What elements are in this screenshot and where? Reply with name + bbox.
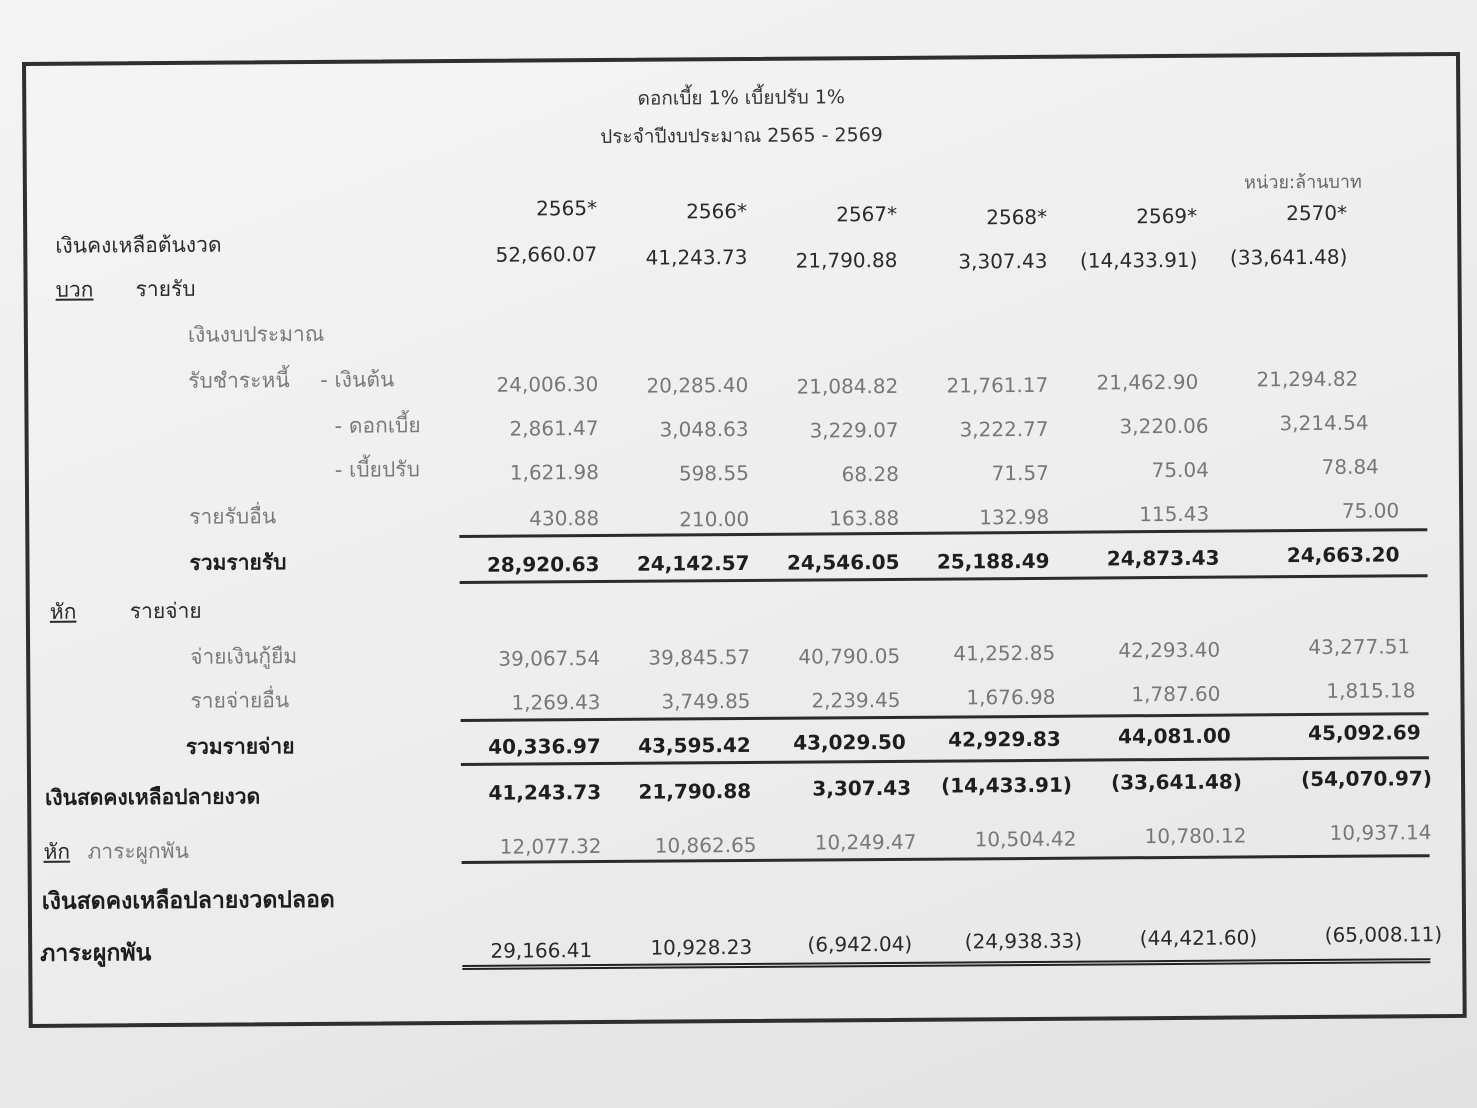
year-header: 2568*	[986, 204, 1048, 230]
interest-value: 2,861.47	[509, 415, 599, 441]
interest-value: 3,048.63	[659, 416, 749, 442]
interest-value: 3,214.54	[1279, 410, 1369, 436]
total-income-value: 24,663.20	[1286, 542, 1400, 568]
free-cash-value: 10,928.23	[650, 934, 753, 960]
year-header: 2565*	[536, 195, 598, 221]
other-income-value: 132.98	[979, 504, 1050, 530]
divider-line	[460, 574, 1428, 584]
principal-value: 21,462.90	[1096, 369, 1199, 395]
total-income-value: 24,873.43	[1106, 545, 1220, 571]
closing-cash-label: เงินสดคงเหลือปลายงวด	[45, 784, 261, 810]
commitments-value: 12,077.32	[499, 833, 602, 859]
interest-value: 3,229.07	[809, 417, 899, 443]
penalty-value: 68.28	[841, 461, 899, 487]
other-expense-value: 1,269.43	[511, 689, 601, 715]
opening-balance-value: 3,307.43	[958, 248, 1048, 274]
closing-cash-value: (54,070.97)	[1300, 766, 1433, 792]
loan-payment-value: 42,293.40	[1118, 637, 1221, 663]
total-income-value: 28,920.63	[486, 551, 600, 577]
loan-payment-value: 39,845.57	[648, 644, 751, 670]
table-frame	[22, 52, 1467, 1028]
interest-value: 3,220.06	[1119, 413, 1209, 439]
total-income-value: 25,188.49	[936, 548, 1050, 574]
principal-value: 20,285.40	[646, 372, 749, 398]
divider-line	[461, 756, 1429, 766]
expense-heading: รายจ่าย	[129, 598, 202, 624]
closing-cash-value: (14,433.91)	[940, 772, 1073, 798]
interest-value: 3,222.77	[959, 416, 1049, 442]
opening-balance-value: (14,433.91)	[1079, 247, 1198, 273]
commitments-value: 10,862.65	[654, 832, 757, 858]
other-expense-value: 1,787.60	[1131, 681, 1221, 707]
other-income-value: 430.88	[529, 505, 600, 531]
free-cash-label-line2: ภาระผูกพัน	[40, 940, 152, 967]
opening-balance-value: 21,790.88	[795, 247, 898, 273]
commitments-value: 10,937.14	[1329, 820, 1432, 845]
commitments-value: 10,504.42	[974, 826, 1077, 852]
total-expense-value: 45,092.69	[1308, 720, 1421, 746]
loan-payment-value: 39,067.54	[498, 645, 601, 671]
year-header: 2570*	[1286, 200, 1348, 226]
other-income-label: รายรับอื่น	[189, 504, 277, 529]
closing-cash-value: 41,243.73	[488, 779, 602, 805]
opening-balance-value: 41,243.73	[645, 244, 748, 270]
penalty-value: 71.57	[991, 460, 1049, 486]
penalty-value: 78.84	[1321, 454, 1379, 479]
opening-balance-value: (33,641.48)	[1229, 244, 1348, 270]
unit-label: หน่วย:ล้านบาท	[1244, 171, 1362, 194]
total-expense-value: 43,595.42	[638, 732, 751, 758]
closing-cash-value: 3,307.43	[812, 775, 912, 801]
other-income-value: 75.00	[1341, 498, 1400, 523]
other-income-value: 163.88	[829, 505, 900, 531]
principal-label: - เงินต้น	[320, 367, 395, 392]
commitments-value: 10,780.12	[1144, 823, 1247, 849]
loan-payment-value: 43,277.51	[1308, 634, 1411, 660]
opening-balance-label: เงินคงเหลือต้นงวด	[55, 232, 222, 258]
report-title: ดอกเบี้ย 1% เบี้ยปรับ 1%	[637, 86, 846, 110]
year-header: 2567*	[836, 201, 898, 227]
free-cash-value: (44,421.60)	[1139, 925, 1258, 951]
total-expense-value: 42,929.83	[948, 726, 1061, 752]
divider-line	[461, 712, 1429, 722]
total-expense-value: 44,081.00	[1118, 723, 1231, 749]
closing-cash-value: (33,641.48)	[1110, 769, 1243, 795]
report-subtitle: ประจำปีงบประมาณ 2565 - 2569	[600, 123, 883, 148]
other-expense-value: 1,676.98	[966, 684, 1056, 710]
principal-value: 21,084.82	[796, 373, 899, 399]
year-header: 2566*	[686, 198, 748, 224]
penalty-value: 75.04	[1151, 457, 1209, 483]
penalty-label: - เบี้ยปรับ	[334, 457, 420, 482]
debt-repayment-label: รับชำระหนี้	[188, 368, 290, 393]
principal-value: 21,294.82	[1256, 366, 1359, 392]
other-income-value: 210.00	[679, 506, 750, 532]
penalty-value: 1,621.98	[509, 459, 599, 485]
income-heading: รายรับ	[135, 276, 196, 302]
year-header: 2569*	[1136, 203, 1198, 229]
commitments-value: 10,249.47	[814, 829, 917, 855]
total-income-label: รวมรายรับ	[189, 550, 287, 575]
free-cash-value: 29,166.41	[490, 938, 593, 963]
other-expense-value: 3,749.85	[661, 688, 751, 714]
free-cash-value: (24,938.33)	[964, 928, 1083, 954]
total-expense-label: รวมรายจ่าย	[185, 734, 295, 759]
free-cash-value: (6,942.04)	[807, 931, 913, 957]
total-income-value: 24,546.05	[786, 549, 900, 575]
total-expense-value: 43,029.50	[793, 729, 906, 755]
other-expense-label: รายจ่ายอื่น	[190, 688, 290, 713]
interest-label: - ดอกเบี้ย	[334, 413, 421, 438]
principal-value: 24,006.30	[496, 371, 599, 397]
loan-payment-value: 40,790.05	[798, 643, 901, 669]
other-income-value: 115.43	[1139, 501, 1210, 527]
free-cash-value: (65,008.11)	[1324, 922, 1443, 947]
opening-balance-value: 52,660.07	[495, 241, 598, 267]
free-cash-label-line1: เงินสดคงเหลือปลายงวดปลอด	[41, 886, 335, 915]
plus-label: บวก	[55, 277, 94, 302]
total-expense-value: 40,336.97	[488, 733, 601, 759]
loan-payment-value: 41,252.85	[953, 640, 1056, 666]
total-income-value: 24,142.57	[636, 550, 750, 576]
loan-payment-label: จ่ายเงินกู้ยืม	[190, 644, 298, 669]
commitments-label: ภาระผูกพัน	[87, 838, 190, 864]
other-expense-value: 2,239.45	[811, 687, 901, 713]
divider-line	[459, 528, 1427, 538]
budget-label: เงินงบประมาณ	[187, 321, 325, 347]
principal-value: 21,761.17	[946, 372, 1049, 398]
minus-label: หัก	[49, 599, 77, 624]
divider-line	[462, 854, 1430, 864]
other-expense-value: 1,815.18	[1326, 678, 1416, 703]
commitments-minus-label: หัก	[43, 839, 71, 864]
double-underline	[462, 958, 1430, 970]
penalty-value: 598.55	[678, 460, 749, 486]
closing-cash-value: 21,790.88	[638, 778, 752, 804]
